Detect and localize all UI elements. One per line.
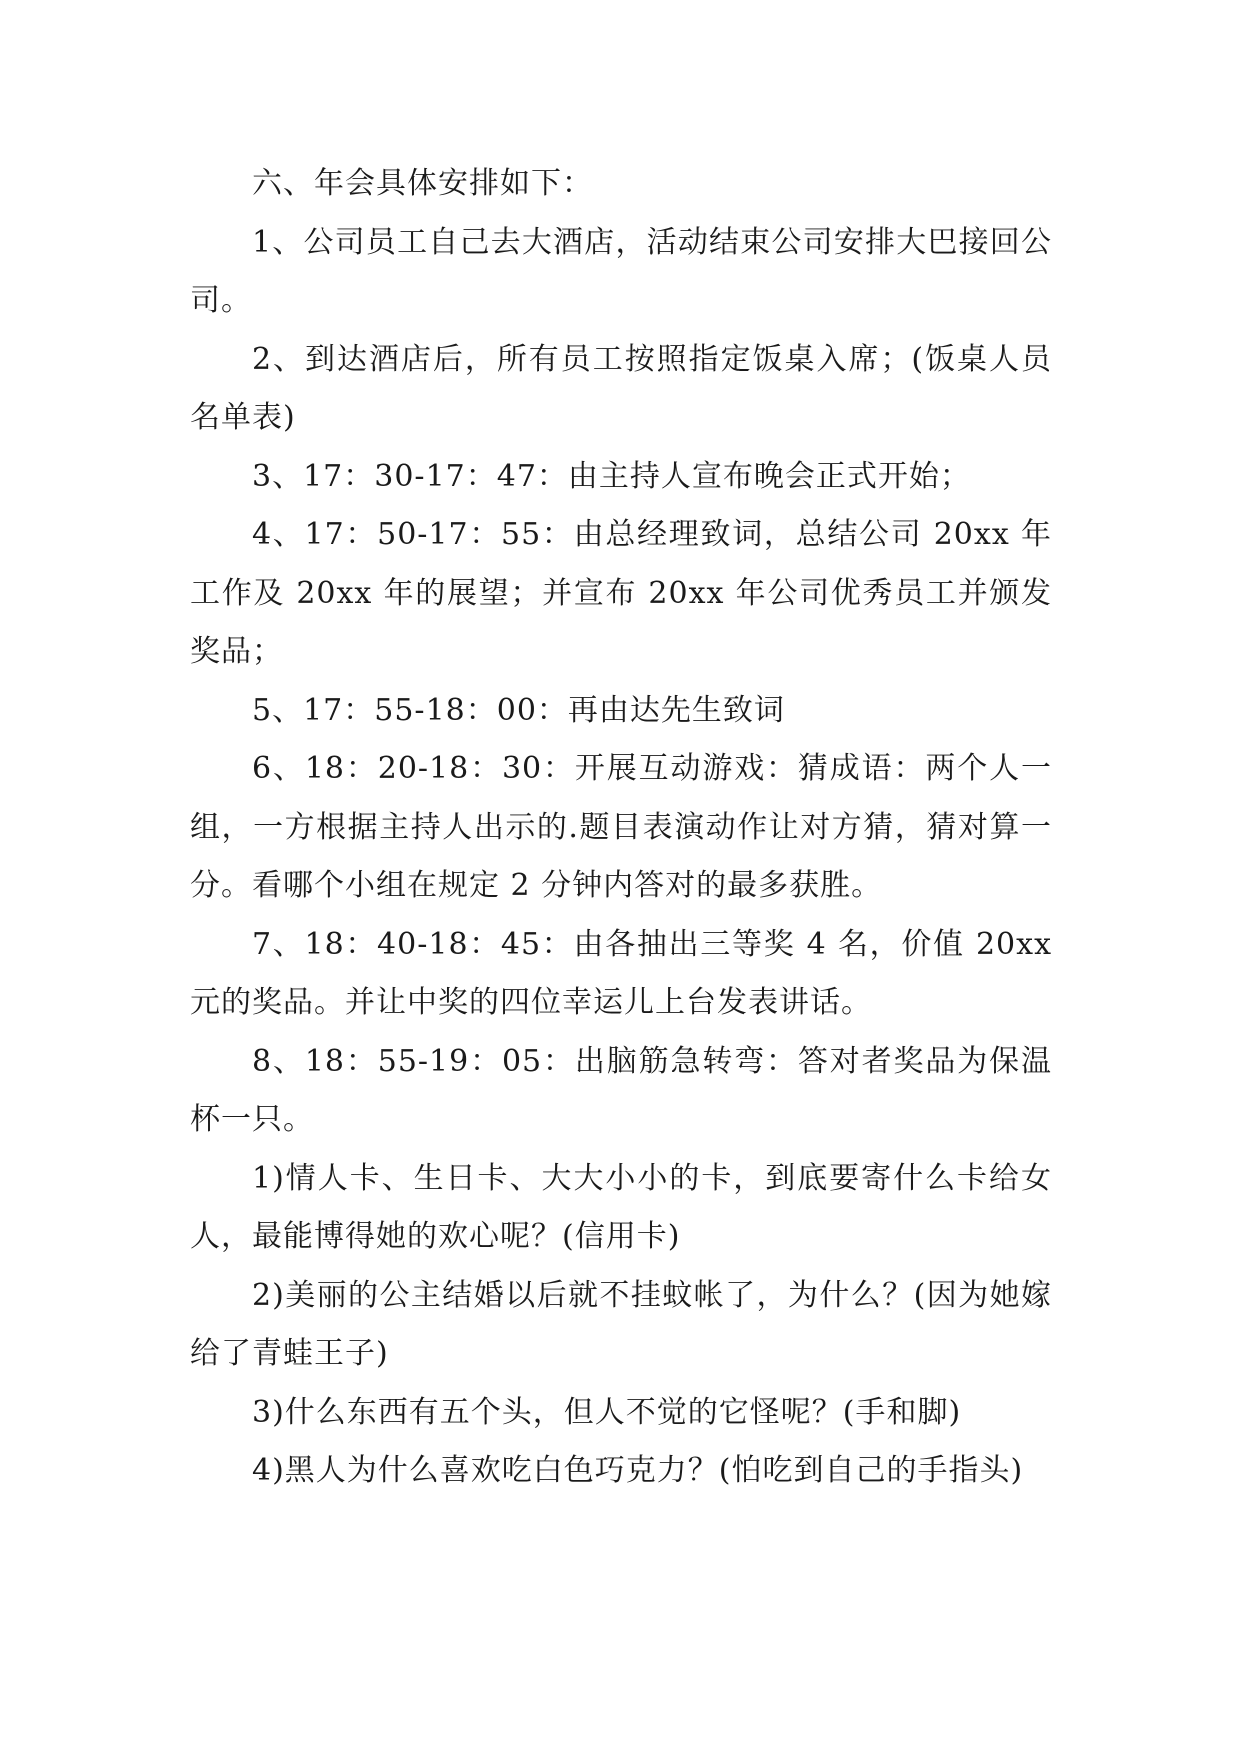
paragraph-item-8: 8、18：55-19：05：出脑筋急转弯：答对者奖品为保温杯一只。 — [190, 1043, 1052, 1137]
paragraph-item-5: 5、17：55-18：00：再由达先生致词 — [252, 692, 785, 728]
paragraph-item-1: 1、公司员工自己去大酒店，活动结束公司安排大巴接回公司。 — [190, 224, 1052, 318]
riddle-item-1: 1)情人卡、生日卡、大大小小的卡，到底要寄什么卡给女人，最能博得她的欢心呢？(信用卡) — [190, 1160, 1052, 1254]
riddle-item-2: 2)美丽的公主结婚以后就不挂蚊帐了，为什么？(因为她嫁给了青蛙王子) — [190, 1277, 1052, 1371]
riddle-item-4: 4)黑人为什么喜欢吃白色巧克力？(怕吃到自己的手指头) — [252, 1453, 1024, 1488]
paragraph-item-3: 3、17：30-17：47：由主持人宣布晚会正式开始； — [252, 458, 971, 494]
paragraph-item-7: 7、18：40-18：45：由各抽出三等奖 4 名，价值 20xx 元的奖品。并让中奖的四位幸运儿上台发表讲话。 — [190, 926, 1052, 1020]
document-body — [190, 155, 1052, 1501]
paragraph-item-4: 4、17：50-17：55：由总经理致词，总结公司 20xx 年工作及 20xx 年的展望；并宣布 20xx 年公司优秀员工并颁发奖品； — [190, 517, 1052, 669]
paragraph-item-2: 2、到达酒店后，所有员工按照指定饭桌入席；(饭桌人员名单表) — [190, 341, 1052, 435]
riddle-item-3: 3)什么东西有五个头，但人不觉的它怪呢？(手和脚) — [252, 1394, 962, 1430]
section-heading: 六、年会具体安排如下： — [252, 166, 593, 201]
paragraph-item-6: 6、18：20-18：30：开展互动游戏：猜成语：两个人一组，一方根据主持人出示的.题目表演动作让对方猜，猜对算一分。看哪个小组在规定 2 分钟内答对的最多获胜。 — [190, 751, 1052, 903]
